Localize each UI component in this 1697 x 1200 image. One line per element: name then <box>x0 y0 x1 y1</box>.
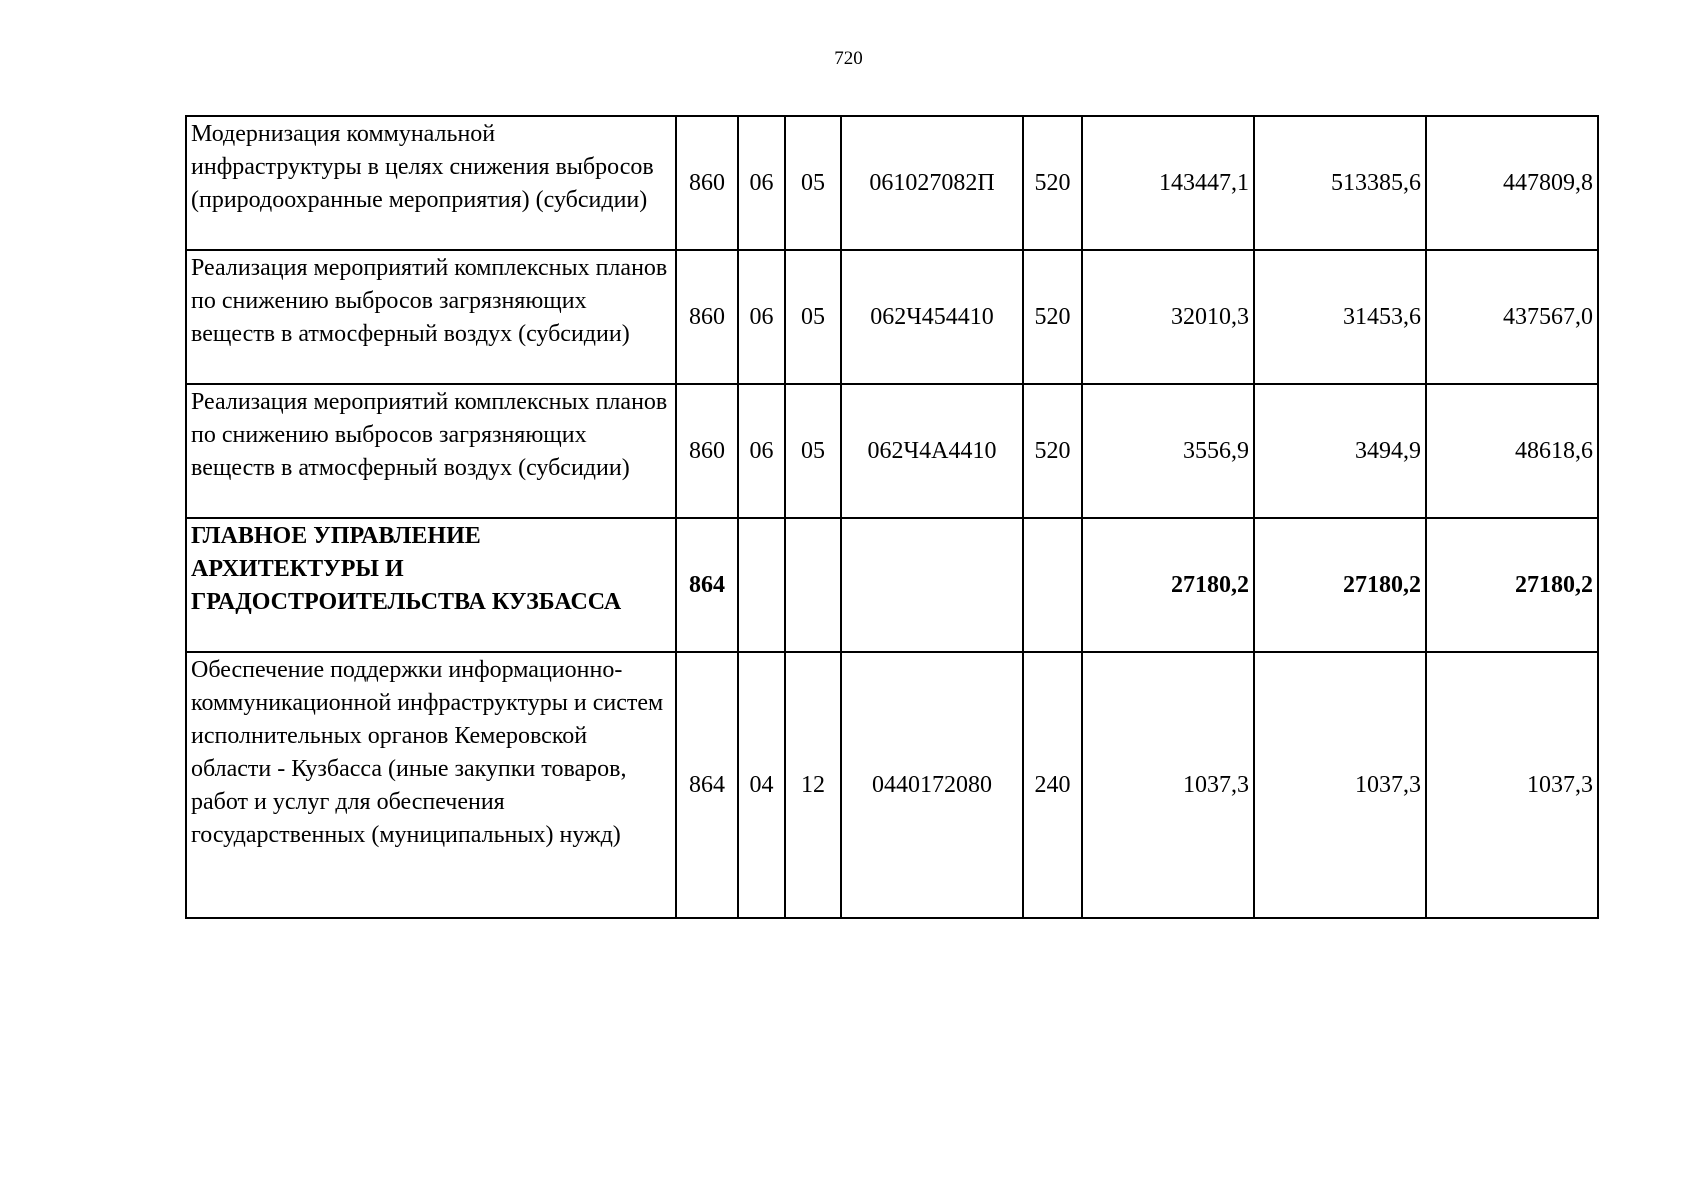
sum-2-cell: 1037,3 <box>1254 652 1426 918</box>
sum-3-cell: 27180,2 <box>1426 518 1598 652</box>
expense-type-cell <box>1023 518 1082 652</box>
row-name-cell: Обеспечение поддержки информационно-коммуникационной инфраструктуры и систем исполнительных органов Кемеровской области - Кузбасса (иные закупки товаров, работ и услуг для обеспечения государственных (муниципальных) нужд) <box>186 652 676 918</box>
subsection-code-cell: 05 <box>785 384 841 518</box>
row-name-cell: ГЛАВНОЕ УПРАВЛЕНИЕ АРХИТЕКТУРЫ И ГРАДОСТРОИТЕЛЬСТВА КУЗБАССА <box>186 518 676 652</box>
table-row <box>186 384 1598 518</box>
table-row <box>186 250 1598 384</box>
target-article-cell: 0440172080 <box>841 652 1023 918</box>
table-row <box>186 652 1598 918</box>
sum-3-cell: 1037,3 <box>1426 652 1598 918</box>
section-code-cell: 04 <box>738 652 785 918</box>
sum-3-cell: 48618,6 <box>1426 384 1598 518</box>
sum-2-cell: 31453,6 <box>1254 250 1426 384</box>
target-article-cell: 062Ч4А4410 <box>841 384 1023 518</box>
subsection-code-cell: 05 <box>785 250 841 384</box>
section-code-cell: 06 <box>738 384 785 518</box>
sum-2-cell: 3494,9 <box>1254 384 1426 518</box>
sum-1-cell: 1037,3 <box>1082 652 1254 918</box>
row-name-cell: Реализация мероприятий комплексных планов по снижению выбросов загрязняющих веществ в атмосферный воздух (субсидии) <box>186 250 676 384</box>
subsection-code-cell: 05 <box>785 116 841 250</box>
sum-1-cell: 32010,3 <box>1082 250 1254 384</box>
page-number: 720 <box>834 48 863 69</box>
section-code-cell <box>738 518 785 652</box>
subsection-code-cell: 12 <box>785 652 841 918</box>
ministry-code-cell: 860 <box>676 116 738 250</box>
sum-2-cell: 513385,6 <box>1254 116 1426 250</box>
sum-1-cell: 143447,1 <box>1082 116 1254 250</box>
sum-1-cell: 27180,2 <box>1082 518 1254 652</box>
budget-table <box>185 115 1599 919</box>
subsection-code-cell <box>785 518 841 652</box>
ministry-code-cell: 860 <box>676 250 738 384</box>
section-code-cell: 06 <box>738 250 785 384</box>
ministry-code-cell: 860 <box>676 384 738 518</box>
sum-3-cell: 447809,8 <box>1426 116 1598 250</box>
sum-2-cell: 27180,2 <box>1254 518 1426 652</box>
table-row <box>186 116 1598 250</box>
sum-1-cell: 3556,9 <box>1082 384 1254 518</box>
ministry-code-cell: 864 <box>676 518 738 652</box>
row-name-cell: Модернизация коммунальной инфраструктуры в целях снижения выбросов (природоохранные мероприятия) (субсидии) <box>186 116 676 250</box>
expense-type-cell: 240 <box>1023 652 1082 918</box>
target-article-cell: 062Ч454410 <box>841 250 1023 384</box>
section-code-cell: 06 <box>738 116 785 250</box>
sum-3-cell: 437567,0 <box>1426 250 1598 384</box>
expense-type-cell: 520 <box>1023 250 1082 384</box>
expense-type-cell: 520 <box>1023 384 1082 518</box>
expense-type-cell: 520 <box>1023 116 1082 250</box>
target-article-cell: 061027082П <box>841 116 1023 250</box>
target-article-cell <box>841 518 1023 652</box>
row-name-cell: Реализация мероприятий комплексных планов по снижению выбросов загрязняющих веществ в атмосферный воздух (субсидии) <box>186 384 676 518</box>
table-row-department-total <box>186 518 1598 652</box>
ministry-code-cell: 864 <box>676 652 738 918</box>
